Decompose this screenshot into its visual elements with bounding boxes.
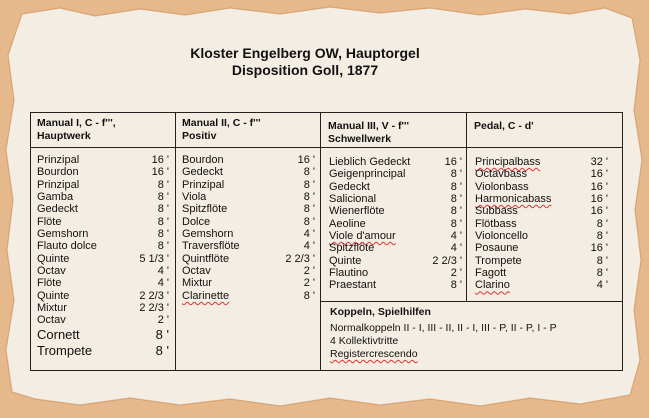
stop-row — [329, 230, 462, 242]
column-divider — [320, 113, 321, 370]
stop-size: 8 ' — [155, 342, 169, 358]
stop-row — [475, 230, 608, 242]
stop-size: 8 ' — [596, 267, 608, 280]
stop-size: 2 2/3 ' — [285, 252, 315, 265]
stop-size: 8 ' — [157, 240, 169, 253]
stop-name: Mixtur — [37, 302, 67, 315]
stop-row — [182, 216, 315, 228]
stop-name: Clarinette — [182, 289, 230, 302]
stop-row — [182, 154, 315, 166]
column-divider — [466, 113, 467, 301]
stop-row — [182, 253, 315, 265]
stop-name: Bourdon — [182, 154, 224, 166]
stop-row — [475, 156, 608, 168]
stop-size: 32 ' — [590, 156, 608, 168]
stop-name: Praestant — [329, 279, 377, 292]
stop-size: 8 ' — [157, 178, 169, 191]
stop-name: Subbass — [475, 205, 518, 218]
koppeln-line: Registercrescendo — [330, 348, 418, 360]
stop-size: 8 ' — [596, 254, 608, 267]
stop-name: Violoncello — [475, 230, 529, 243]
stop-row — [475, 168, 608, 180]
stop-size: 16 ' — [590, 168, 608, 181]
header-divider — [31, 147, 622, 148]
stop-name: Prinzipal — [37, 178, 80, 191]
stop-size: 8 ' — [303, 191, 315, 204]
stop-row — [475, 181, 608, 193]
stop-name: Gemshorn — [37, 228, 89, 241]
stop-row — [329, 181, 462, 193]
stop-name: Gamba — [37, 191, 74, 204]
column-divider — [175, 113, 176, 370]
stop-size: 2 ' — [157, 314, 169, 327]
stop-size: 8 ' — [157, 203, 169, 216]
stop-size: 4 ' — [596, 279, 608, 292]
stop-size: 8 ' — [596, 230, 608, 243]
stop-name: Flöte — [37, 215, 62, 228]
stop-size: 8 ' — [303, 178, 315, 191]
stop-row — [329, 156, 462, 168]
stop-size: 2 ' — [450, 267, 462, 280]
stop-row — [182, 240, 315, 252]
stop-size: 4 ' — [157, 265, 169, 278]
manual-3-header: Manual III, V - f''' Schwellwerk — [328, 120, 409, 145]
stop-name: Geigenprincipal — [329, 168, 406, 181]
stop-row — [37, 166, 169, 178]
stop-size: 8 ' — [303, 289, 315, 302]
stop-size: 8 ' — [450, 279, 462, 292]
stop-name: Clarino — [475, 279, 510, 292]
stop-name: Flautino — [329, 267, 369, 280]
stop-size: 16 ' — [151, 166, 169, 179]
stop-row — [37, 191, 169, 203]
stop-size: 8 ' — [157, 228, 169, 241]
stop-name: Quinte — [329, 254, 362, 267]
stop-name: Trompete — [475, 254, 522, 267]
manual-2-header: Manual II, C - f''' Positiv — [182, 117, 261, 142]
stop-size: 4 ' — [157, 277, 169, 290]
stop-size: 8 ' — [303, 215, 315, 228]
stop-row — [182, 228, 315, 240]
stop-row — [37, 265, 169, 277]
stop-row — [475, 218, 608, 230]
stop-row — [329, 279, 462, 291]
stop-name: Violonbass — [475, 180, 529, 193]
stop-name: Mixtur — [182, 277, 212, 290]
stop-name: Viole d'amour — [329, 230, 396, 243]
stop-name: Spitzflöte — [182, 203, 228, 216]
manual-3-stop-list — [329, 156, 462, 292]
stop-size: 16 ' — [590, 242, 608, 255]
stop-row — [37, 154, 169, 166]
pedal-stop-list — [475, 156, 608, 292]
stop-size: 16 ' — [590, 193, 608, 206]
stop-row — [37, 228, 169, 240]
stop-size: 16 ' — [444, 156, 462, 168]
stop-name: Gedeckt — [182, 166, 223, 179]
stop-row — [475, 193, 608, 205]
koppeln-line: 4 Kollektivtritte — [330, 335, 399, 347]
title-line-2: Disposition Goll, 1877 — [231, 62, 379, 78]
stop-size: 5 1/3 ' — [139, 252, 169, 265]
stop-row — [475, 267, 608, 279]
stop-row — [182, 166, 315, 178]
stop-name: Aeoline — [329, 217, 366, 230]
stop-row — [37, 277, 169, 289]
stop-row — [37, 179, 169, 191]
stop-row — [329, 168, 462, 180]
stop-name: Trompete — [37, 342, 93, 358]
koppeln-section — [330, 306, 557, 361]
stop-size: 8 ' — [157, 191, 169, 204]
manual-2-stop-list — [182, 154, 315, 302]
stop-size: 8 ' — [450, 180, 462, 193]
stop-size: 8 ' — [157, 215, 169, 228]
stop-name: Flötbass — [475, 217, 517, 230]
stop-name: Spitzflöte — [329, 242, 375, 255]
stop-name: Prinzipal — [182, 178, 225, 191]
stop-size: 2 2/3 ' — [139, 302, 169, 315]
stop-name: Lieblich Gedeckt — [329, 156, 411, 168]
stop-row — [182, 277, 315, 289]
stop-name: Principalbass — [475, 156, 541, 168]
manual-1-stop-list — [37, 154, 169, 359]
stop-row — [37, 302, 169, 314]
stop-row — [475, 205, 608, 217]
stop-name: Flauto dolce — [37, 240, 97, 253]
stop-name: Octav — [37, 314, 66, 327]
pedal-header: Pedal, C - d' — [474, 120, 534, 132]
stop-size: 4 ' — [303, 240, 315, 253]
stop-row — [329, 255, 462, 267]
stop-size: 8 ' — [596, 217, 608, 230]
stop-size: 2 2/3 ' — [432, 254, 462, 267]
stop-name: Quinte — [37, 252, 70, 265]
stop-size: 8 ' — [155, 326, 169, 342]
stop-row — [37, 253, 169, 265]
stop-row — [475, 242, 608, 254]
stop-row — [475, 255, 608, 267]
stop-size: 16 ' — [590, 205, 608, 218]
stop-name: Dolce — [182, 215, 211, 228]
stop-row — [329, 205, 462, 217]
stop-row — [182, 265, 315, 277]
stop-size: 4 ' — [450, 230, 462, 243]
stop-row — [329, 218, 462, 230]
stop-name: Wienerflöte — [329, 205, 385, 218]
stop-row — [329, 242, 462, 254]
stop-name: Posaune — [475, 242, 519, 255]
stop-name: Prinzipal — [37, 154, 80, 166]
stop-row — [37, 203, 169, 215]
stop-name: Harmonicabass — [475, 193, 552, 206]
stop-row — [329, 193, 462, 205]
stop-name: Gedeckt — [329, 180, 370, 193]
title-line-1: Kloster Engelberg OW, Hauptorgel — [190, 45, 420, 61]
stop-row — [182, 191, 315, 203]
stop-size: 2 ' — [303, 265, 315, 278]
stop-row — [329, 267, 462, 279]
stop-row — [182, 290, 315, 302]
manual-1-header: Manual I, C - f''', Hauptwerk — [37, 117, 116, 142]
stop-size: 16 ' — [590, 180, 608, 193]
stop-size: 2 2/3 ' — [139, 289, 169, 302]
stop-size: 8 ' — [303, 203, 315, 216]
stop-size: 16 ' — [297, 154, 315, 166]
stop-name: Bourdon — [37, 166, 79, 179]
koppeln-title: Koppeln, Spielhilfen — [330, 306, 431, 318]
stop-name: Octav — [37, 265, 66, 278]
stop-name: Gemshorn — [182, 228, 234, 241]
stop-size: 8 ' — [450, 217, 462, 230]
stop-row — [182, 179, 315, 191]
stop-name: Quinte — [37, 289, 70, 302]
stop-name: Octav — [182, 265, 211, 278]
stop-name: Fagott — [475, 267, 507, 280]
stop-name: Octavbass — [475, 168, 527, 181]
stop-size: 8 ' — [303, 166, 315, 179]
koppeln-line: Normalkoppeln II - I, III - II, II - I, III - P, II - P, I - P — [330, 322, 557, 334]
stop-name: Salicional — [329, 193, 377, 206]
stop-size: 2 ' — [303, 277, 315, 290]
stop-name: Gedeckt — [37, 203, 78, 216]
stop-name: Viola — [182, 191, 207, 204]
stop-size: 8 ' — [450, 193, 462, 206]
stop-row — [37, 216, 169, 228]
stop-row — [37, 343, 169, 359]
stop-row — [475, 279, 608, 291]
stop-size: 4 ' — [303, 228, 315, 241]
document-title — [0, 45, 610, 79]
stop-size: 16 ' — [151, 154, 169, 166]
stop-name: Traversflöte — [182, 240, 240, 253]
stop-row — [37, 290, 169, 302]
koppeln-divider — [320, 301, 622, 302]
stop-row — [182, 203, 315, 215]
stop-row — [37, 240, 169, 252]
stop-name: Quintflöte — [182, 252, 230, 265]
stop-name: Flöte — [37, 277, 62, 290]
stop-row — [37, 327, 169, 343]
stop-name: Cornett — [37, 326, 80, 342]
stop-row — [37, 314, 169, 326]
stop-size: 8 ' — [450, 205, 462, 218]
stop-size: 8 ' — [450, 168, 462, 181]
stop-size: 4 ' — [450, 242, 462, 255]
